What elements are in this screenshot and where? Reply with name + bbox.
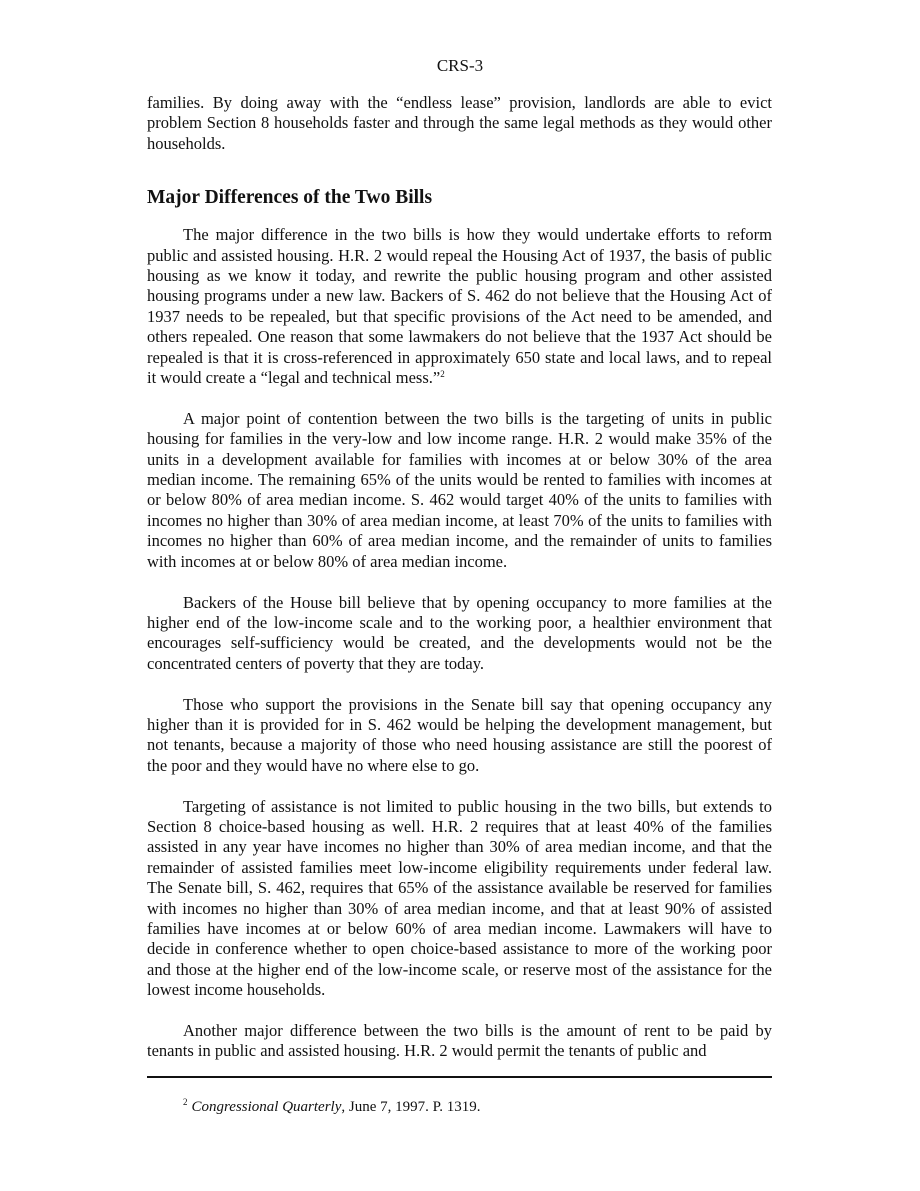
paragraph-6: Another major difference between the two bills is the amount of rent to be paid by tenants in public and assisted housing. H.R. 2 would permit the tenants of public and bbox=[147, 1020, 772, 1061]
document-body bbox=[147, 93, 772, 1062]
continuation-paragraph: families. By doing away with the “endless lease” provision, landlords are able to evict problem Section 8 households faster and through the same legal methods as they would other households. bbox=[147, 93, 772, 153]
paragraph-1-text: The major difference in the two bills is how they would undertake efforts to reform public and assisted housing. H.R. 2 would repeal the Housing Act of 1937, the basis of public housing as we know it today, and rewrite the public housing program and other assisted housing programs under a new law. Backers of S. 462 do not believe that the Housing Act of 1937 needs to be repealed, but that specific provisions of the Act need to be amended, and others repealed. One reason that some lawmakers do not believe that the 1937 Act should be repealed is that it is cross-referenced in approximately 650 state and local laws, and to repeal it would create a “legal and technical mess.” bbox=[147, 225, 772, 388]
section-heading: Major Differences of the Two Bills bbox=[147, 187, 433, 209]
footnote bbox=[183, 1098, 773, 1116]
page-number-header: CRS-3 bbox=[436, 56, 484, 75]
paragraph-5: Targeting of assistance is not limited to public housing in the two bills, but extends to Section 8 choice-based housing as well. H.R. 2 requires that at least 40% of the families assisted in any year have incomes no higher than 30% of area median income, and that the remainder of assisted families meet low-income eligibility requirements under federal law. The Senate bill, S. 462, requires that 65% of the assistance available be reserved for families with incomes no higher than 30% of area median income, and that at least 90% of assisted families have incomes at or below 60% of area median income. Lawmakers will have to decide in conference whether to open choice-based assistance to more of the working poor and those at the higher end of the low-income scale, or reserve most of the assistance for the lowest income households. bbox=[147, 796, 772, 1000]
footnote-source: Congressional Quarterly bbox=[191, 1099, 342, 1115]
footnote-number: 2 bbox=[183, 1097, 188, 1107]
footnote-reference[interactable]: 2 bbox=[440, 369, 445, 380]
footnote-citation: , June 7, 1997. P. 1319. bbox=[341, 1099, 481, 1115]
footnote-divider bbox=[147, 1076, 772, 1078]
paragraph-3: Backers of the House bill believe that by opening occupancy to more families at the higher end of the low-income scale and to the working poor, a healthier environment that encourages self-sufficiency would be created, and the developments would not be the concentrated centers of poverty that they are today. bbox=[147, 592, 772, 673]
paragraph-4: Those who support the provisions in the Senate bill say that opening occupancy any higher than it is provided for in S. 462 would be helping the development management, but not tenants, because a majority of those who need housing assistance are still the poorest of the poor and they would have no where else to go. bbox=[147, 694, 772, 775]
paragraph-1 bbox=[147, 225, 772, 388]
paragraph-2: A major point of contention between the two bills is the targeting of units in public housing for families in the very-low and low income range. H.R. 2 would make 35% of the units in a development available for families with incomes at or below 30% of the area median income. The remaining 65% of the units would be rented to families with incomes at or below 80% of area median income. S. 462 would target 40% of the units to families with incomes no higher than 30% of area median income, at least 70% of the units to families with incomes no higher than 60% of area median income, and the remainder of units to families with incomes at or below 80% of area median income. bbox=[147, 408, 772, 571]
